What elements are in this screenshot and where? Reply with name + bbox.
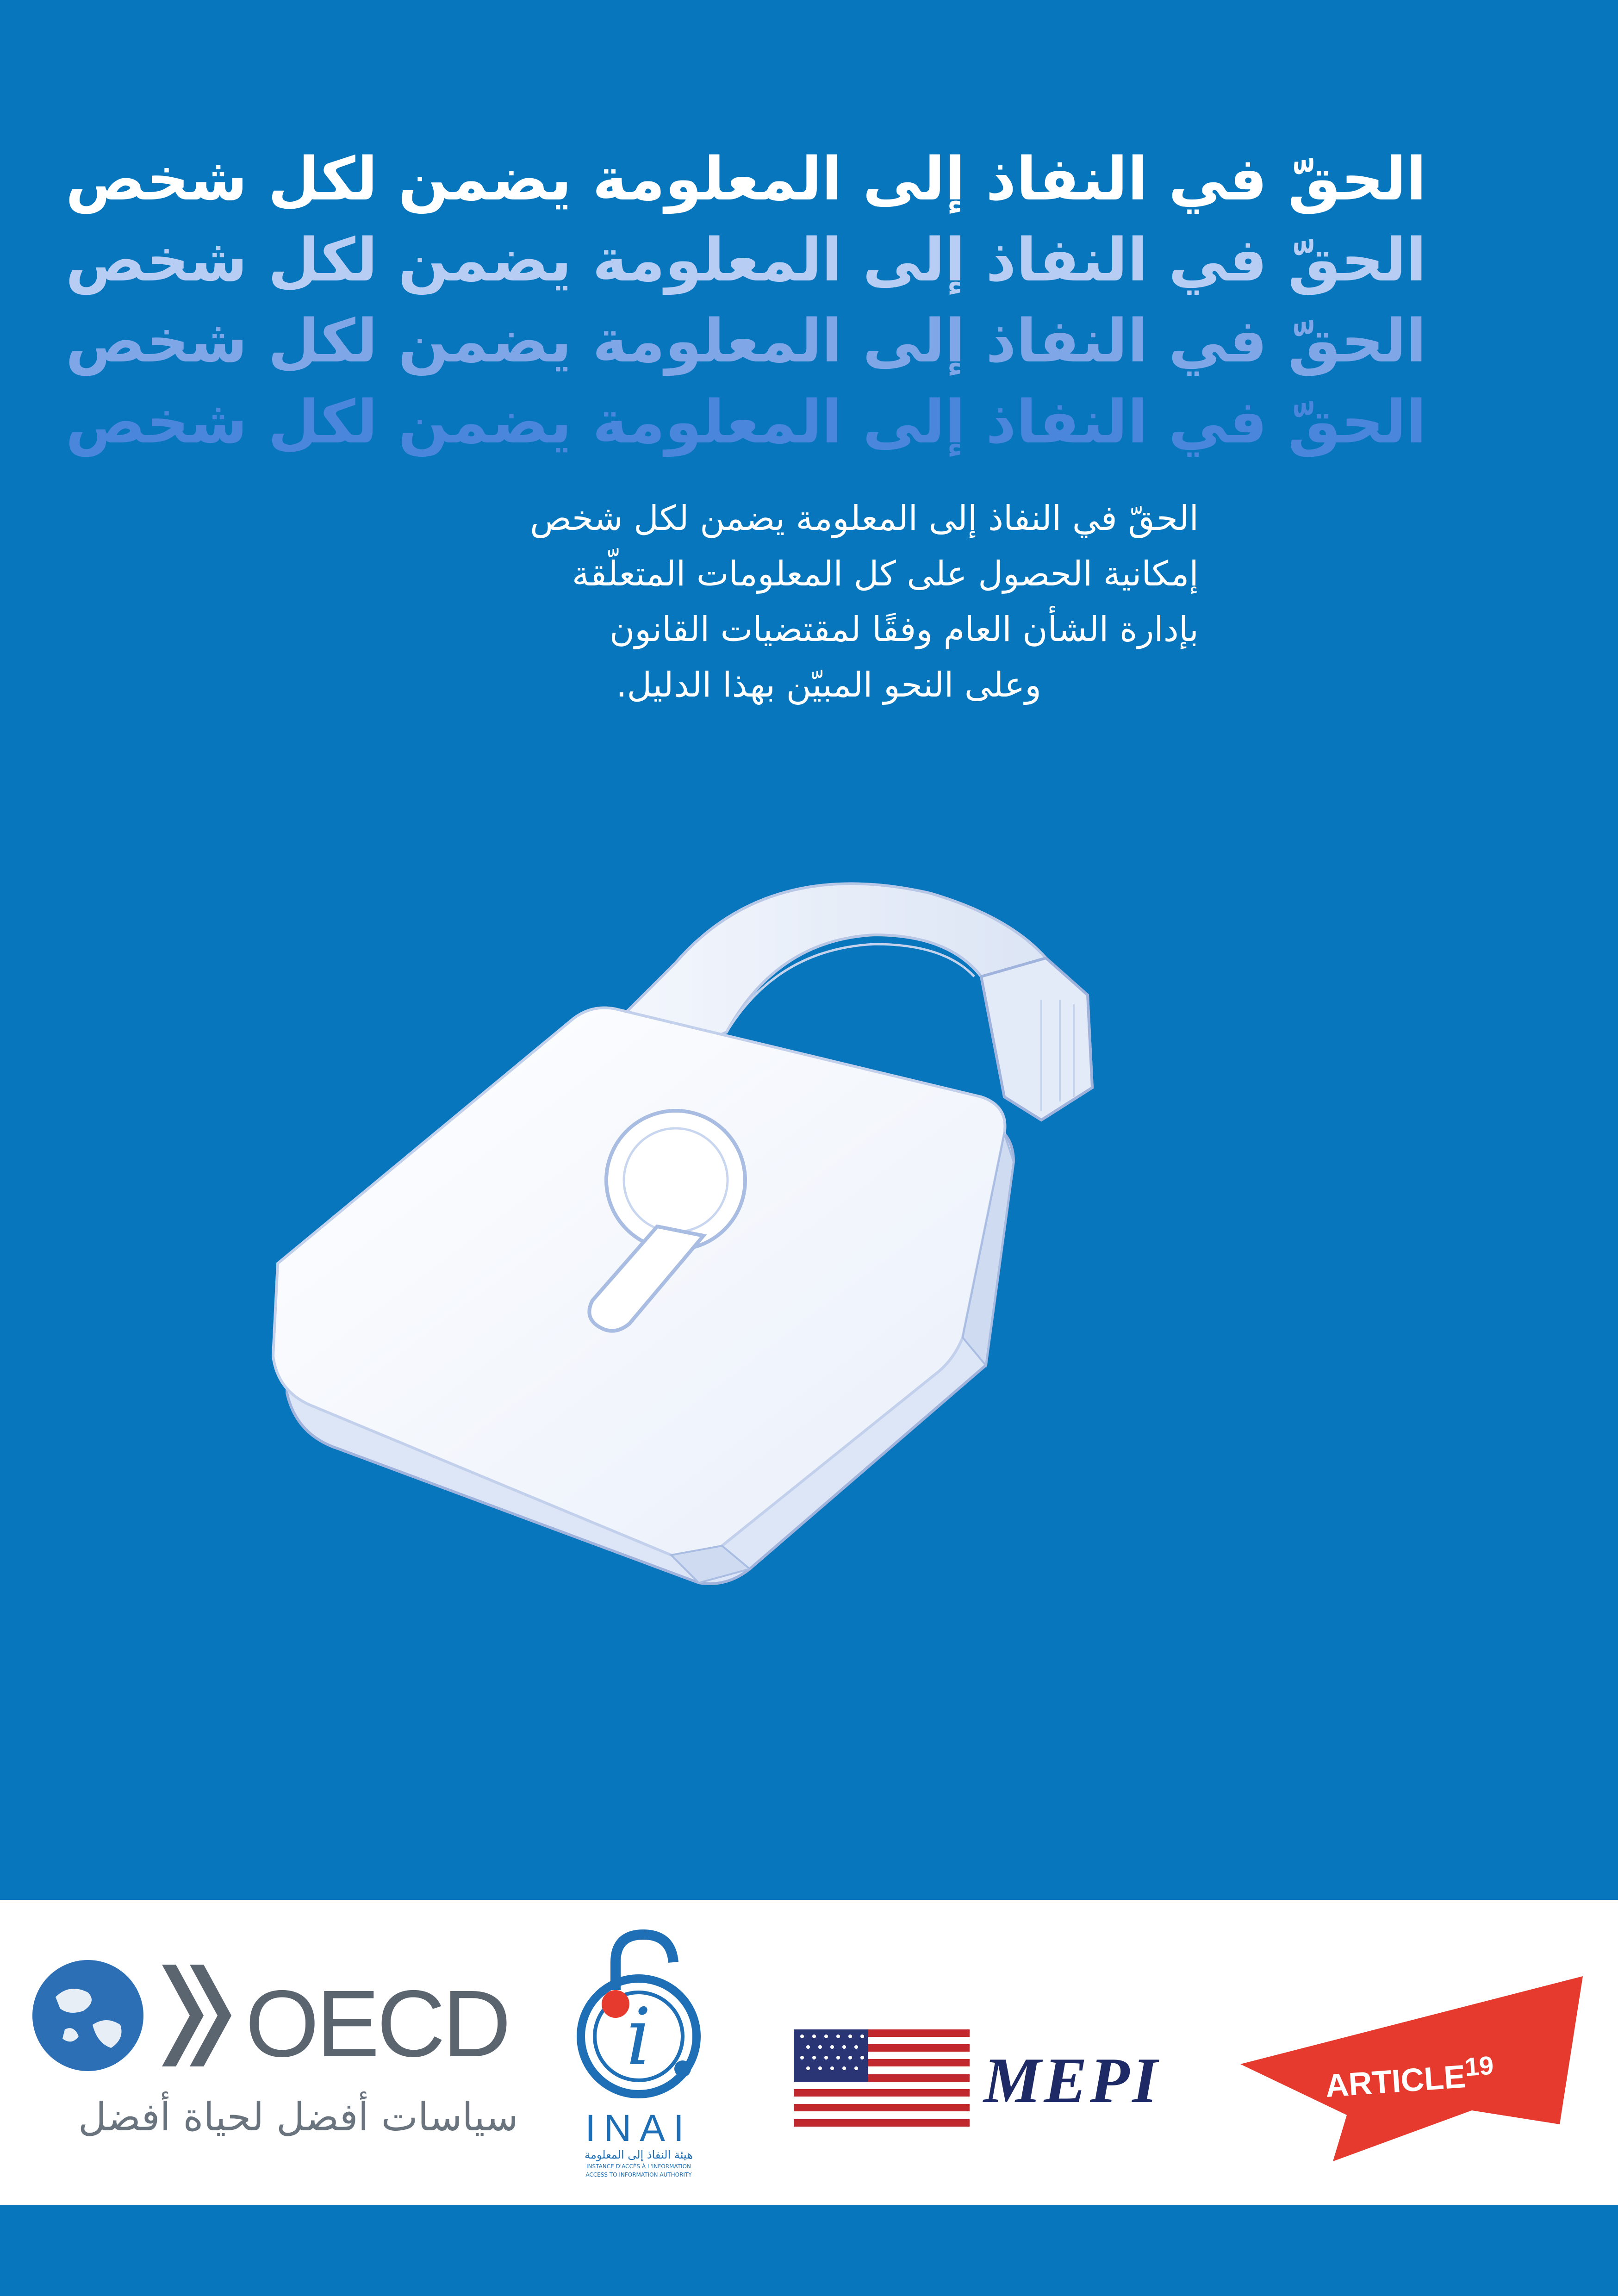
inai-english-name: ACCESS TO INFORMATION AUTHORITY — [585, 2172, 692, 2178]
article19-number: 19 — [1463, 2050, 1495, 2082]
body-line-3: بإدارة الشأن العام وفقًا لمقتضيات القانون — [609, 610, 1199, 649]
headline-stack — [0, 139, 1426, 463]
inai-wordmark: INAI — [585, 2107, 692, 2149]
inai-logo — [555, 1925, 722, 2184]
oecd-chevrons-icon — [153, 1960, 241, 2071]
headline-line-2: الحقّ في النفاذ إلى المعلومة يضمن لكل شخص — [65, 226, 1426, 295]
svg-text:i: i — [626, 1991, 652, 2083]
body-line-4: وعلى النحو المبيّن بهذا الدليل. — [616, 665, 1041, 705]
inai-arabic-name: هيئة النفاذ إلى المعلومة — [585, 2148, 693, 2161]
oecd-tagline: سياسات أفضل لحياة أفضل — [78, 2094, 518, 2140]
headline-line-3: الحقّ في النفاذ إلى المعلومة يضمن لكل شخص — [65, 307, 1426, 376]
headline-line-1: الحقّ في النفاذ إلى المعلومة يضمن لكل شخص — [65, 145, 1426, 214]
us-flag-icon — [794, 2029, 970, 2127]
inai-french-name: INSTANCE D'ACCÈS À L'INFORMATION — [586, 2163, 691, 2170]
oecd-wordmark: OECD — [245, 1971, 509, 2077]
body-paragraph — [0, 491, 1199, 713]
bottom-blue-strip — [0, 2205, 1618, 2296]
headline-line-4: الحقّ في النفاذ إلى المعلومة يضمن لكل شخص — [65, 388, 1426, 457]
unlocked-padlock-icon — [259, 838, 1139, 1652]
body-line-2: إمكانية الحصول على كل المعلومات المتعلّقة — [572, 554, 1199, 594]
mepi-logo — [794, 2029, 1173, 2131]
body-line-1: الحقّ في النفاذ إلى المعلومة يضمن لكل شخص — [530, 498, 1199, 538]
article19-logo — [1240, 1976, 1601, 2161]
globe-icon — [28, 1955, 148, 2076]
inai-padlock-emblem-icon — [565, 1925, 713, 2106]
mepi-wordmark: MEPI — [983, 2045, 1160, 2116]
oecd-logo — [28, 1941, 518, 2173]
article19-word: ARTICLE — [1324, 2058, 1467, 2104]
